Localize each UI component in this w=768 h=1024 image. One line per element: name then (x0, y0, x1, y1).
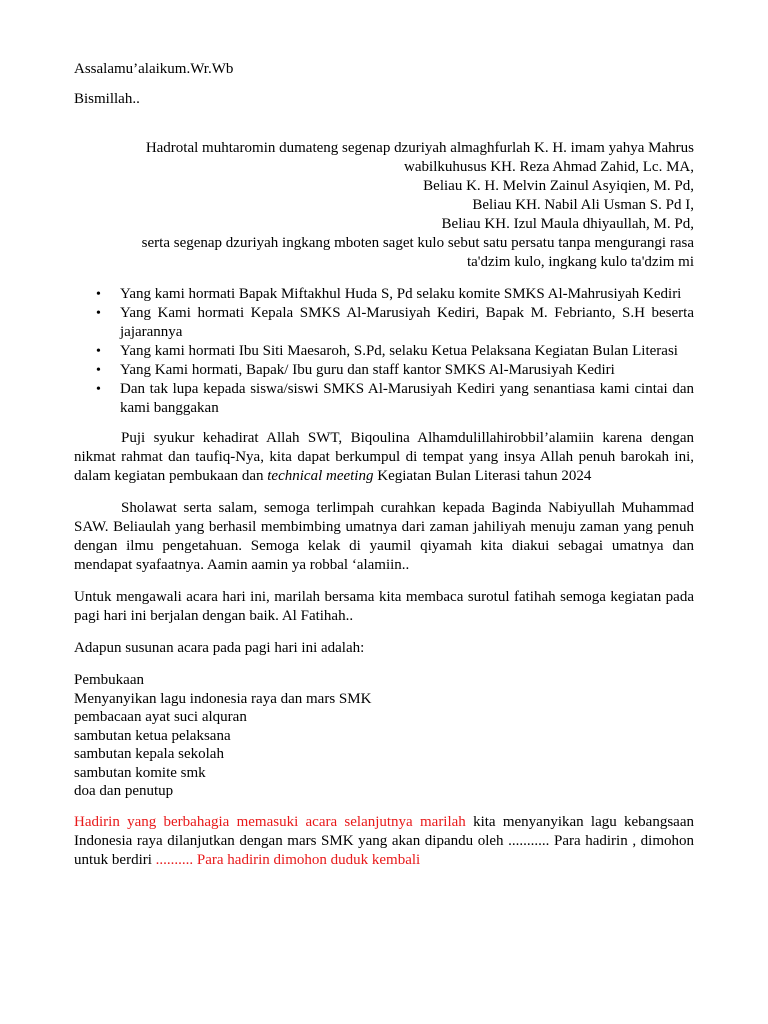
honorific-line: wabilkuhusus KH. Reza Ahmad Zahid, Lc. MA, (404, 159, 694, 175)
bullet-icon: • (96, 306, 101, 321)
salutation-list (74, 285, 694, 418)
list-item-text: Dan tak lupa kepada siswa/siswi SMKS Al-Marusiyah Kediri yang senantiasa kami cintai dan kami banggakan (120, 381, 694, 416)
list-item-text: Yang kami hormati Bapak Miftakhul Huda S, Pd selaku komite SMKS Al-Mahrusiyah Kediri (120, 286, 682, 302)
agenda-item: Pembukaan (74, 672, 144, 688)
bismillah: Bismillah.. (74, 91, 140, 107)
highlighted-text: Hadirin yang berbahagia memasuki acara selanjutnya marilah (74, 813, 466, 830)
paragraph-text: Kegiatan Bulan Literasi tahun 2024 (373, 468, 592, 484)
agenda-item: doa dan penutup (74, 783, 174, 799)
paragraph-sholawat: Sholawat serta salam, semoga terlimpah curahkan kepada Baginda Nabiyullah Muhammad SAW. Beliaulah yang berhasil membimbing umatnya dari zaman jahiliyah menuju zaman yang penuh dengan ilmu pengetahuan. Semoga kelak di yaumil qiyamah kita diakui sebagai umatnya dan mendapat syafaatnya. Aamin aamin ya robbal ‘alamiin.. (74, 500, 694, 573)
honorifics-block (74, 139, 694, 272)
agenda-item: sambutan kepala sekolah (74, 746, 224, 762)
agenda-item: Menyanyikan lagu indonesia raya dan mars SMK (74, 690, 372, 707)
list-item (74, 285, 694, 304)
list-item (74, 380, 694, 418)
closing-paragraph (74, 813, 694, 870)
honorific-line: serta segenap dzuriyah ingkang mboten saget kulo sebut satu persatu tanpa mengurangi rasa (141, 235, 694, 251)
bullet-icon: • (96, 287, 101, 302)
paragraph-text: kita menyanyikan lagu kebangsaan Indonesia raya dilanjutkan dengan mars SMK yang akan dipandu oleh ........... Para hadirin , dimohon untuk berdiri (74, 813, 694, 868)
honorific-line: ta'dzim kulo, ingkang kulo ta'dzim mi (466, 254, 694, 270)
honorific-line: Beliau KH. Nabil Ali Usman S. Pd I, (472, 197, 694, 213)
highlighted-text: .......... Para hadirin dimohon duduk kembali (155, 851, 421, 868)
bullet-icon: • (96, 363, 101, 378)
bullet-icon: • (96, 382, 101, 397)
agenda-item: sambutan ketua pelaksana (74, 727, 231, 744)
honorific-line: Beliau KH. Izul Maula dhiyaullah, M. Pd, (441, 216, 694, 232)
italic-term: technical meeting (267, 468, 374, 484)
bullet-icon: • (96, 344, 101, 359)
greeting: Assalamu’alaikum.Wr.Wb (74, 61, 234, 77)
list-item-text: Yang Kami hormati Kepala SMKS Al-Marusiyah Kediri, Bapak M. Febrianto, S.H beserta jajarannya (120, 305, 694, 340)
list-item-text: Yang Kami hormati, Bapak/ Ibu guru dan staff kantor SMKS Al-Marusiyah Kediri (120, 362, 615, 378)
paragraph-text: Puji syukur kehadirat Allah SWT, Biqoulina Alhamdulillahirobbil’alamiin karena dengan nikmat rahmat dan taufiq-Nya, kita dapat berkumpul di tempat yang insya Allah penuh barokah ini, dalam kegiatan pembukaan dan (74, 430, 694, 484)
document-body (74, 60, 694, 883)
agenda-intro: Adapun susunan acara pada pagi hari ini adalah: (74, 640, 365, 656)
honorific-line: Hadrotal muhtaromin dumateng segenap dzuriyah almaghfurlah K. H. imam yahya Mahrus (145, 140, 694, 156)
list-item (74, 342, 694, 361)
paragraph-fatihah: Untuk mengawali acara hari ini, marilah bersama kita membaca surotul fatihah semoga kegiatan pada pagi hari ini berjalan dengan baik. Al Fatihah.. (74, 589, 694, 624)
list-item-text: Yang kami hormati Ibu Siti Maesaroh, S.Pd, selaku Ketua Pelaksana Kegiatan Bulan Literasi (120, 343, 678, 359)
agenda-item: pembacaan ayat suci alquran (74, 709, 247, 725)
agenda-item: sambutan komite smk (74, 764, 206, 781)
agenda-list (74, 671, 694, 801)
paragraph-syukur (74, 429, 694, 486)
list-item (74, 361, 694, 380)
list-item (74, 304, 694, 342)
honorific-line: Beliau K. H. Melvin Zainul Asyiqien, M. Pd, (423, 178, 694, 194)
